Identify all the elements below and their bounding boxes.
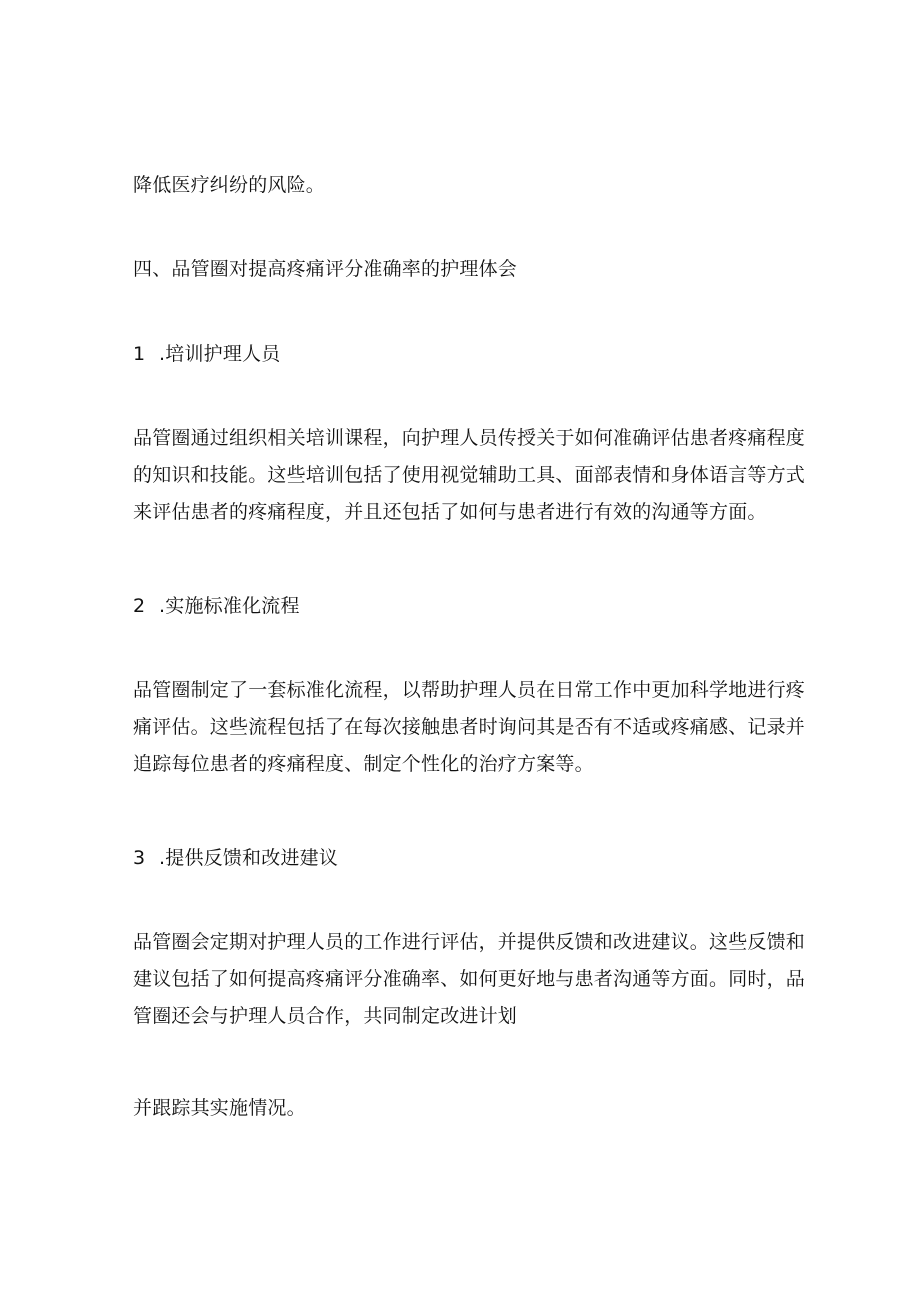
item-title: .提供反馈和改进建议: [159, 847, 339, 869]
item-body-2: 品管圈制定了一套标准化流程，以帮助护理人员在日常工作中更加科学地进行疼痛评估。这些流程包括了在每次接触患者时询问其是否有不适或疼痛感、记录并追踪每位患者的疼痛程度、制定个性化的治疗方案等。: [133, 679, 806, 775]
item-body-1: 品管圈通过组织相关培训课程，向护理人员传授关于如何准确评估患者疼痛程度的知识和技能。这些培训包括了使用视觉辅助工具、面部表情和身体语言等方式来评估患者的疼痛程度，并且还包括了如何与患者进行有效的沟通等方面。: [133, 427, 806, 523]
item-number: 3: [133, 847, 146, 869]
item-heading-1: [133, 345, 280, 364]
section-heading: 四、品管圈对提高疼痛评分准确率的护理体会: [133, 258, 518, 280]
item-number: 1: [133, 343, 146, 365]
item-title: .培训护理人员: [159, 343, 281, 365]
item-number: 2: [133, 595, 146, 617]
item-title: .实施标准化流程: [159, 595, 300, 617]
item-heading-3: [133, 849, 338, 868]
item-body-3: 品管圈会定期对护理人员的工作进行评估，并提供反馈和改进建议。这些反馈和建议包括了如何提高疼痛评分准确率、如何更好地与患者沟通等方面。同时，品管圈还会与护理人员合作，共同制定改进计划: [133, 931, 806, 1027]
lead-line: 降低医疗纠纷的风险。: [133, 174, 326, 196]
closing-line: 并跟踪其实施情况。: [133, 1097, 306, 1119]
item-heading-2: [133, 597, 300, 616]
